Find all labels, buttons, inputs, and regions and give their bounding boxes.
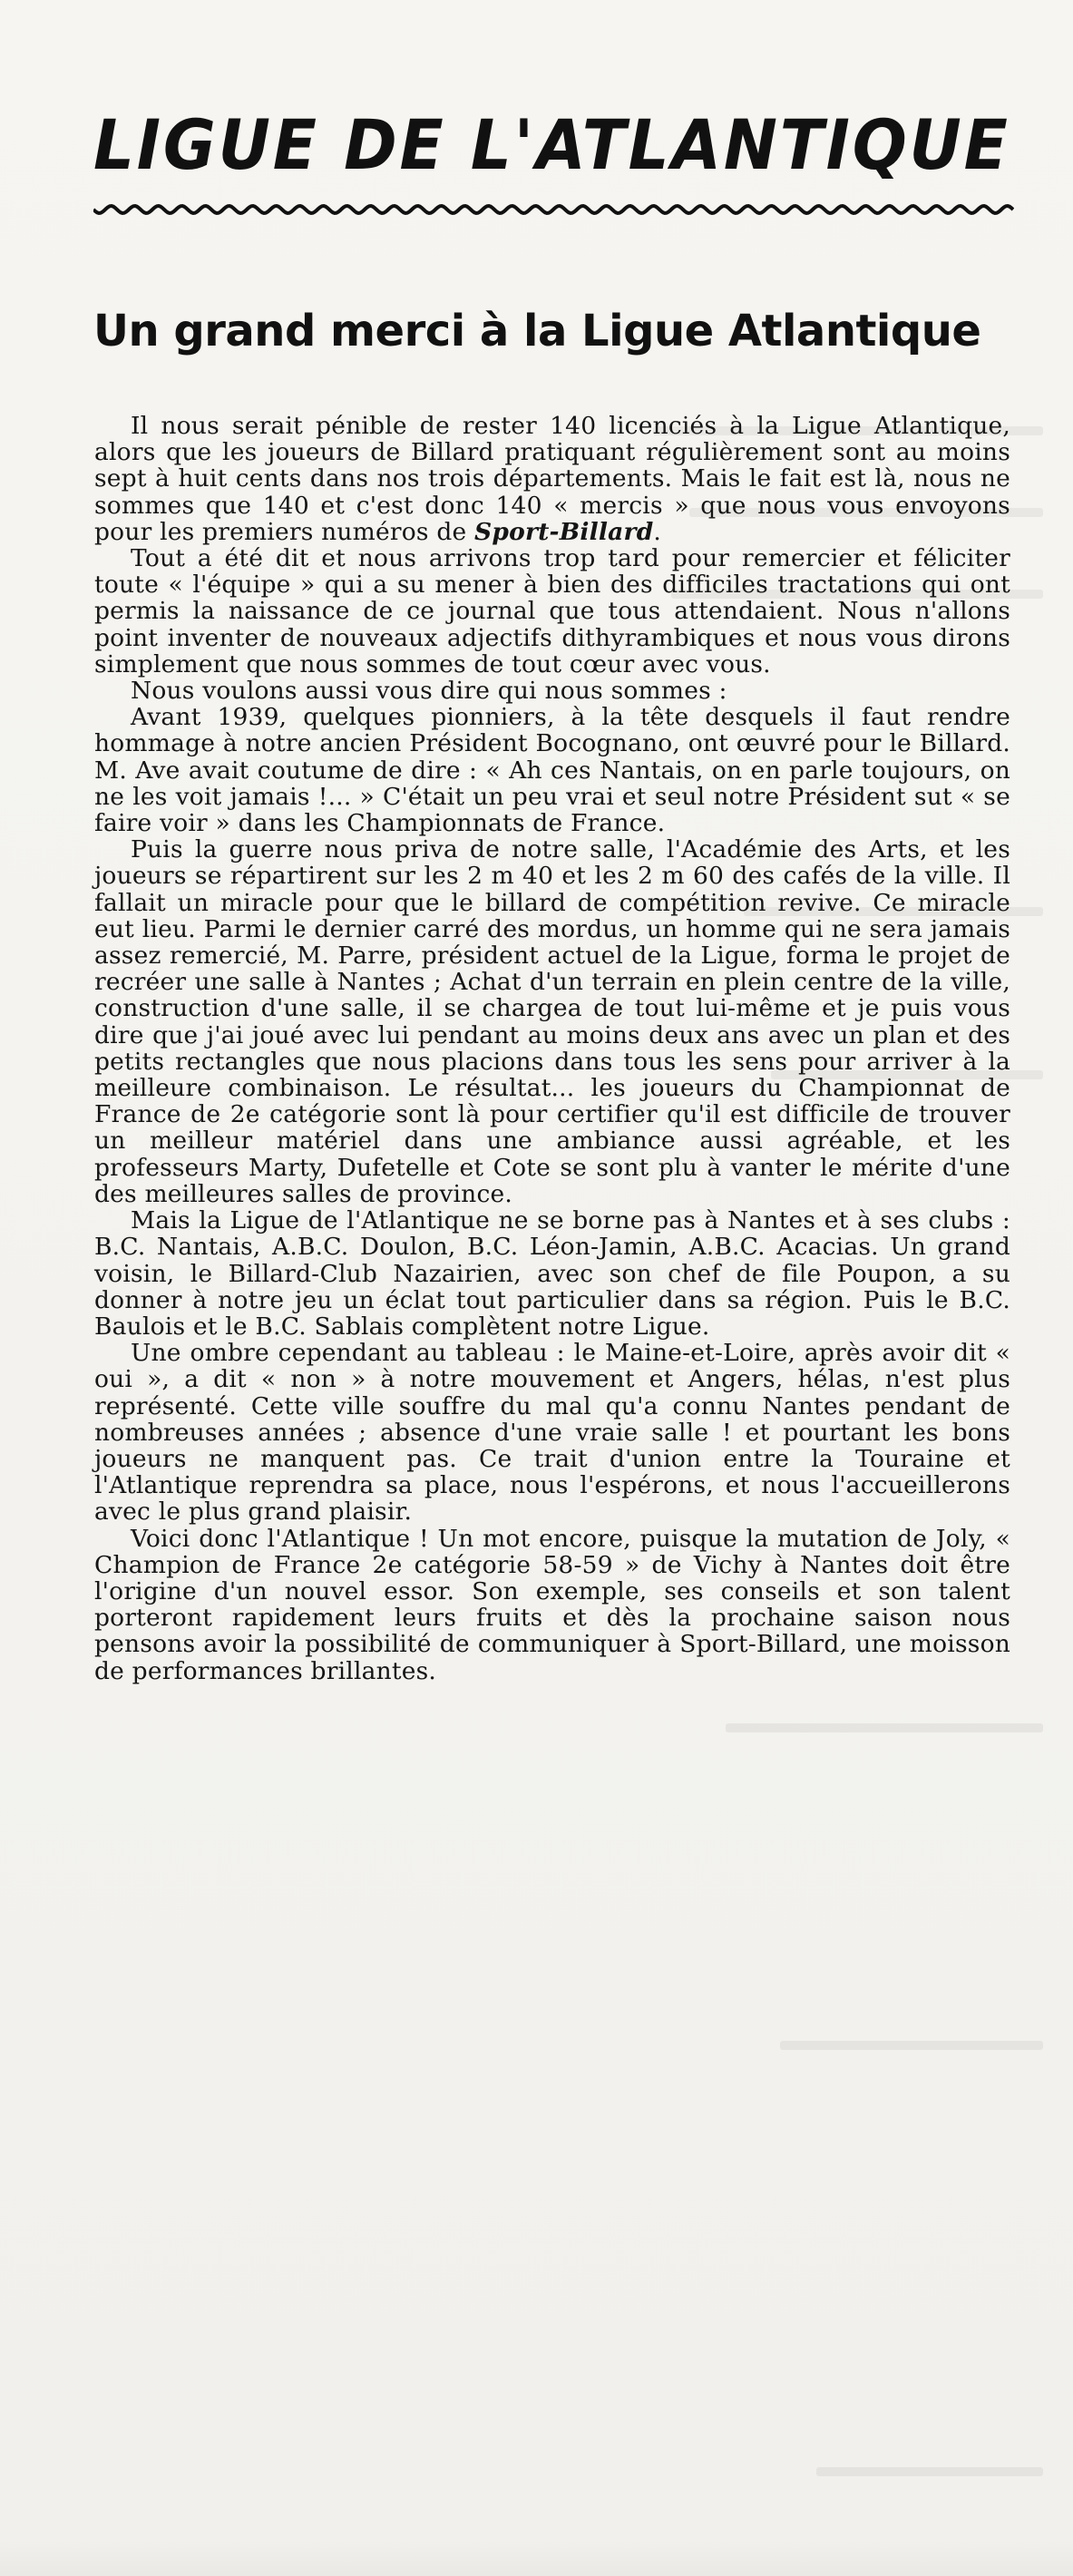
bleed-through-line xyxy=(726,1723,1043,1732)
bleed-through-line xyxy=(780,2041,1043,2050)
article-paragraph: Nous voulons aussi vous dire qui nous sommes : xyxy=(131,677,727,706)
article-paragraph: Avant 1939, quelques pionniers, à la tête desquels il faut rendre hommage à notre ancien Président Bocognano, ont œuvré pour le Billard. M. Ave avait coutume de dire : « Ah ces Nantais, on en parle toujours, on ne les voit jamais !... » C'était un peu vrai et seul notre Président sut « se faire voir » dans les Championnats de France. xyxy=(94,703,1010,838)
bleed-through-line xyxy=(816,2467,1043,2476)
article-paragraph: Puis la guerre nous priva de notre salle, l'Académie des Arts, et les joueurs se répartirent sur les 2 m 40 et les 2 m 60 des cafés de la ville. Il fallait un miracle pour que le billard de compétition revive. Ce miracle eut lieu. Parmi le dernier carré des mordus, un homme qui ne sera jamais assez remercié, M. Parre, président actuel de la Ligue, forma le projet de recréer une salle à Nantes ; Achat d'un terrain en plein centre de la ville, construction d'une salle, il se chargea de tout lui-même et je puis vous dire que j'ai joué avec lui pendant au moins deux ans avec un plan et des petits rectangles que nous placions dans tous les sens pour arriver à la meilleure combinaison. Le résultat... les joueurs du Championnat de France de 2e catégorie sont là pour certifier qu'il est difficile de trouver un meilleur matériel dans une ambiance aussi agréable, et les professeurs Marty, Dufetelle et Cote se sont plu à vanter le mérite d'une des meilleures salles de province. xyxy=(94,835,1010,1208)
article-paragraph: Tout a été dit et nous arrivons trop tard pour remercier et féliciter toute « l'équipe » qui a su mener à bien des difficiles tractations qui ont permis la naissance de ce journal que tous attendaient. Nous n'allons point inventer de nouveaux adjectifs dithyrambiques et nous vous dirons simplement que nous sommes de tout cœur avec vous. xyxy=(94,544,1010,678)
section-masthead: LIGUE DE L'ATLANTIQUE xyxy=(93,104,1010,185)
article-paragraph: Une ombre cependant au tableau : le Maine-et-Loire, après avoir dit « oui », a dit « non » à notre mouvement et Angers, hélas, n'est plus représenté. Cette ville souffre du mal qu'a connu Nantes pendant de nombreuses années ; absence d'une vraie salle ! et pourtant les bons joueurs ne manquent pas. Ce trait d'union entre la Touraine et l'Atlantique reprendra sa place, nous l'espérons, et nous l'accueillerons avec le plus grand plaisir. xyxy=(94,1339,1010,1527)
article-paragraph: Voici donc l'Atlantique ! Un mot encore, puisque la mutation de Joly, « Champion de France 2e catégorie 58-59 » de Vichy à Nantes doit être l'origine d'un nouvel essor. Son exemple, ses conseils et son talent porteront rapidement leurs fruits et dès la prochaine saison nous pensons avoir la possibilité de communiquer à Sport-Billard, une moisson de performances brillantes. xyxy=(94,1524,1010,1685)
article-body xyxy=(94,413,1010,1684)
article-paragraph: Mais la Ligue de l'Atlantique ne se borne pas à Nantes et à ses clubs : B.C. Nantais, A.B.C. Doulon, B.C. Léon-Jamin, A.B.C. Acacias. Un grand voisin, le Billard-Club Nazairien, avec son chef de file Poupon, a su donner à notre jeu un éclat tout particulier dans sa région. Puis le B.C. Baulois et le B.C. Sablais complètent notre Ligue. xyxy=(94,1206,1010,1341)
publication-name: Sport-Billard xyxy=(474,517,654,546)
paragraph-text: Il nous serait pénible de rester 140 licenciés à la Ligue Atlantique, alors que les joueurs de Billard pratiquant régulièrement sont au moins sept à huit cents dans nos trois départements. Mais le fait est là, nous ne sommes que 140 et c'est donc 140 « mercis » que nous vous envoyons pour les premiers numéros de xyxy=(94,412,1010,546)
article-paragraph xyxy=(94,413,1010,545)
page-bottom-edge xyxy=(0,2540,1073,2576)
wavy-rule xyxy=(93,202,1014,217)
article-headline: Un grand merci à la Ligue Atlantique xyxy=(93,306,981,356)
paragraph-text: . xyxy=(653,517,662,546)
